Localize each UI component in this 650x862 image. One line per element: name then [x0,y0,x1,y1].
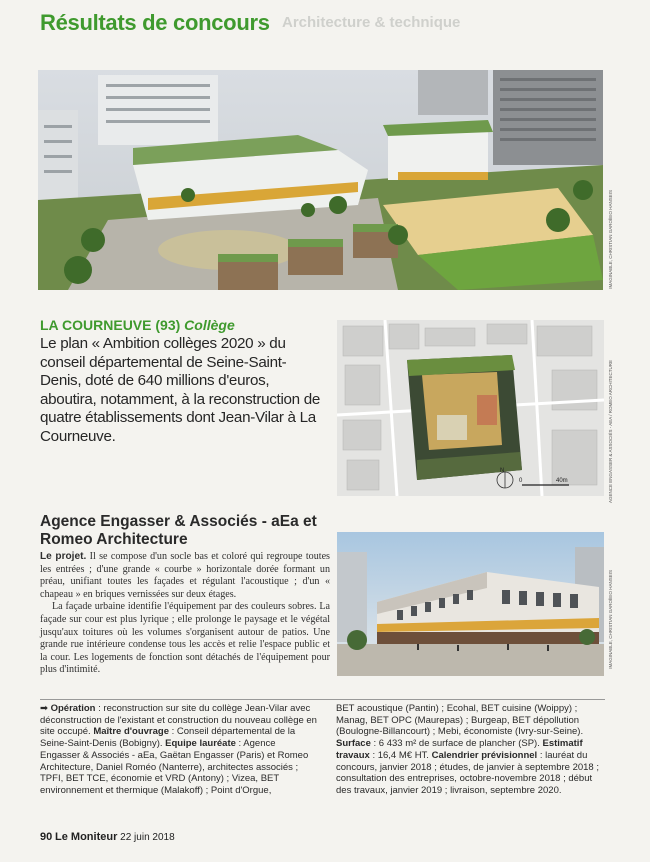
page-number: 90 [40,831,53,843]
section-title: Résultats de concours [40,10,270,35]
scale-zero-label: 0 [519,478,523,484]
article-headline: Agence Engasser & Associés - aEa et Romeo Architecture [40,513,317,548]
facts-column-left [40,703,318,797]
cost-label: Estimatif travaux [336,738,583,761]
location-label: LA COURNEUVE (93) [40,317,181,333]
facts-column-right [336,703,606,797]
paragraph-text: Il se compose d'un socle bas et coloré qui regroupe toutes les entrées ; d'une grande « courbe » horizontale dorée formant un préau, unifiant toutes les façades et régulant l'acoustique ; d'un « chapeau » en briques vernissées sur deux étages. [40,551,330,600]
surface-label: Surface [336,738,371,750]
article-body [40,551,330,677]
cost-text: : 16,4 M€ HT. [369,749,432,761]
calendar-label: Calendrier prévisionnel [431,749,538,761]
site-plan [337,320,604,496]
owner-label: Maître d'ouvrage [93,726,169,738]
surface-text: : 6 433 m² de surface de plancher (SP). [370,738,543,750]
lead-label: Le projet. [40,551,87,562]
north-label: N [500,468,505,474]
lede-paragraph: Le plan « Ambition collèges 2020 » du conseil départemental de Seine-Saint-Denis, doté de 640 millions d'euros, aboutira, notamment, à la reconstruction de quatre établissements dont Jean-Vilar à La Courneuve. [40,335,321,445]
team-label: Equipe lauréate [165,738,236,750]
plan-credit: AGENCE ENGASSER & ASSOCIÉS - AEA / ROMEO ARCHITECTURE [608,360,613,504]
facade-rendering [337,532,604,676]
magazine-name: Le Moniteur [55,831,118,843]
owner-text: : Conseil départemental de la Seine-Saint-Denis (Bobigny). [40,726,296,750]
calendar-text: : lauréat du concours, janvier 2018 ; études, de janvier à septembre 2018 ; consultation des entreprises, octobre-novembre 2018 ; début des travaux, janvier 2019 ; livraison, septembre 2020. [336,749,599,796]
scale-end-label: 40m [556,478,568,484]
operation-text: : reconstruction sur site du collège Jean-Vilar avec déconstruction de l'existant et construction du nouveau collège en site occupé. [40,703,317,738]
photo-credit: IMAGINABLE, CHRISTIAN GAROÏEIO HANSEIS [608,190,613,289]
bullet-icon: ➡ [40,703,48,714]
team-text: : Agence Engasser & Associés - aEa, Gaëtan Engasser (Paris) et Romeo Architecture, Daniel Roméo (Nanterre), architectes associés ; TPFI, BET TCE, économie et VRD (Antony) ; Vizea, BET environnement et thermique (Malakoff) ; Point d'Orgue, [40,738,309,796]
project-type: Collège [184,317,235,333]
issue-date: 22 juin 2018 [120,832,175,843]
divider [40,699,605,700]
operation-label: Opération [50,703,96,714]
page-footer [40,831,175,843]
body-paragraph-2: La façade urbaine identifie l'équipement par des couleurs sobres. La façade sur cour est plus lyrique ; elle prolonge le paysage et le végétal jusqu'aux toitures où les volumes s'organisent autour de patios. Une grande rue intérieure condense tous les accès et relie l'espace public et la cour. Les logements de fonction sont détachés de l'équipement pour plus d'intimité. [40,601,330,676]
hero-aerial-rendering [38,70,603,290]
team-text-continued: BET acoustique (Pantin) ; Ecohal, BET cuisine (Woippy) ; Manag, BET OPC (Maurepas) ; Burgeap, BET dépollution (Boulogne-Billancourt) ; Mebi, économiste (Ivry-sur-Seine). [336,703,584,738]
body-paragraph-1 [40,551,330,601]
bleed-through-text: Architecture & technique [282,14,461,31]
project-location [40,317,235,333]
photo-credit-2: IMAGINABLE, CHRISTIAN GAROÏEIO HANSEIS [608,570,613,669]
